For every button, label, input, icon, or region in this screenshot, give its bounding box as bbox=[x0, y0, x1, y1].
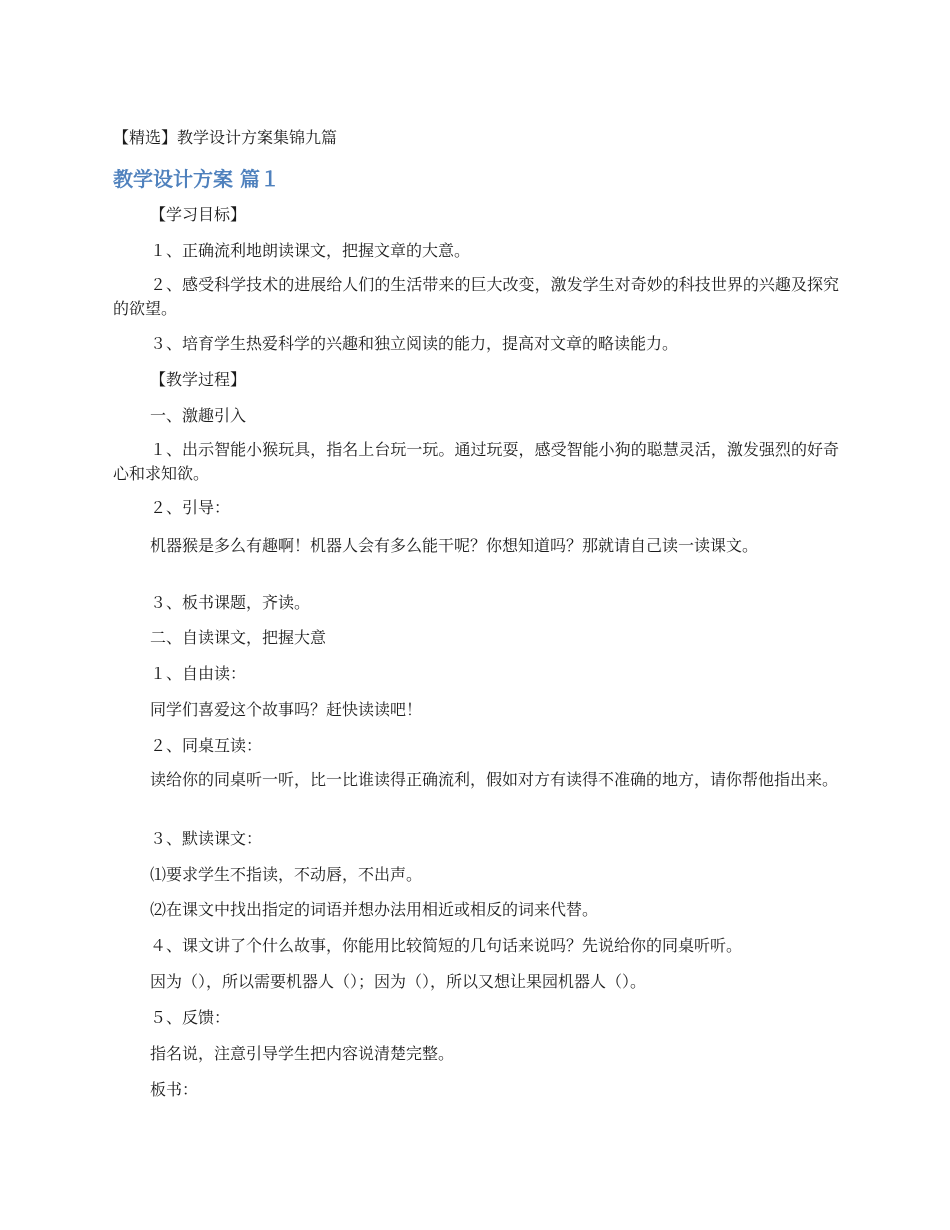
paragraph-free-reading: １、自由读： bbox=[150, 664, 247, 683]
paragraph-pair-reading: ２、同桌互读： bbox=[150, 736, 263, 755]
paragraph-goal-1: １、正确流利地朗读课文，把握文章的大意。 bbox=[150, 241, 471, 260]
paragraph-learning-goals-label: 【学习目标】 bbox=[150, 205, 247, 224]
paragraph-goal-3: ３、培育学生热爱科学的兴趣和独立阅读的能力，提高对文章的略读能力。 bbox=[150, 334, 679, 353]
paragraph-blackboard: 板书： bbox=[150, 1080, 199, 1099]
paragraph-requirement-2: ⑵在课文中找出指定的词语并想办法用相近或相反的词来代替。 bbox=[150, 900, 599, 919]
paragraph-step-4: ４、课文讲了个什么故事，你能用比较简短的几句话来说吗？先说给你的同桌听听。 bbox=[150, 936, 743, 955]
paragraph-section-two: 二、自读课文，把握大意 bbox=[150, 628, 327, 647]
paragraph-goal-2: ２、感受科学技术的进展给人们的生活带来的巨大改变，激发学生对奇妙的科技世界的兴趣及探究的欲望。 bbox=[113, 275, 839, 318]
paragraph-requirement-1: ⑴要求学生不指读，不动唇，不出声。 bbox=[150, 865, 423, 884]
paragraph-step-3: ３、板书课题，齐读。 bbox=[150, 593, 311, 612]
paragraph-silent-reading: ３、默读课文： bbox=[150, 829, 263, 848]
paragraph-teaching-process-label: 【教学过程】 bbox=[150, 370, 247, 389]
paragraph-step-1: １、出示智能小猴玩具，指名上台玩一玩。通过玩耍，感受智能小狗的聪慧灵活，激发强烈的好奇心和求知欲。 bbox=[113, 440, 839, 483]
paragraph-section-one: 一、激趣引入 bbox=[150, 406, 247, 425]
paragraph-guide-text: 机器猴是多么有趣啊！机器人会有多么能干呢？你想知道吗？那就请自己读一读课文。 bbox=[150, 536, 759, 555]
paragraph-free-reading-text: 同学们喜爱这个故事吗？赶快读读吧！ bbox=[150, 700, 423, 719]
paragraph-step-5: ５、反馈： bbox=[150, 1008, 231, 1027]
paragraph-step-2: ２、引导： bbox=[150, 498, 231, 517]
paragraph-feedback-text: 指名说，注意引导学生把内容说清楚完整。 bbox=[150, 1044, 455, 1063]
section-heading: 教学设计方案 篇１ bbox=[113, 167, 280, 191]
document-title: 【精选】教学设计方案集锦九篇 bbox=[113, 128, 338, 147]
paragraph-fill-in-sentence: 因为（），所以需要机器人（）；因为（），所以又想让果园机器人（）。 bbox=[150, 972, 647, 991]
paragraph-pair-reading-text: 读给你的同桌听一听，比一比谁读得正确流利，假如对方有读得不准确的地方，请你帮他指出来。 bbox=[150, 770, 839, 789]
